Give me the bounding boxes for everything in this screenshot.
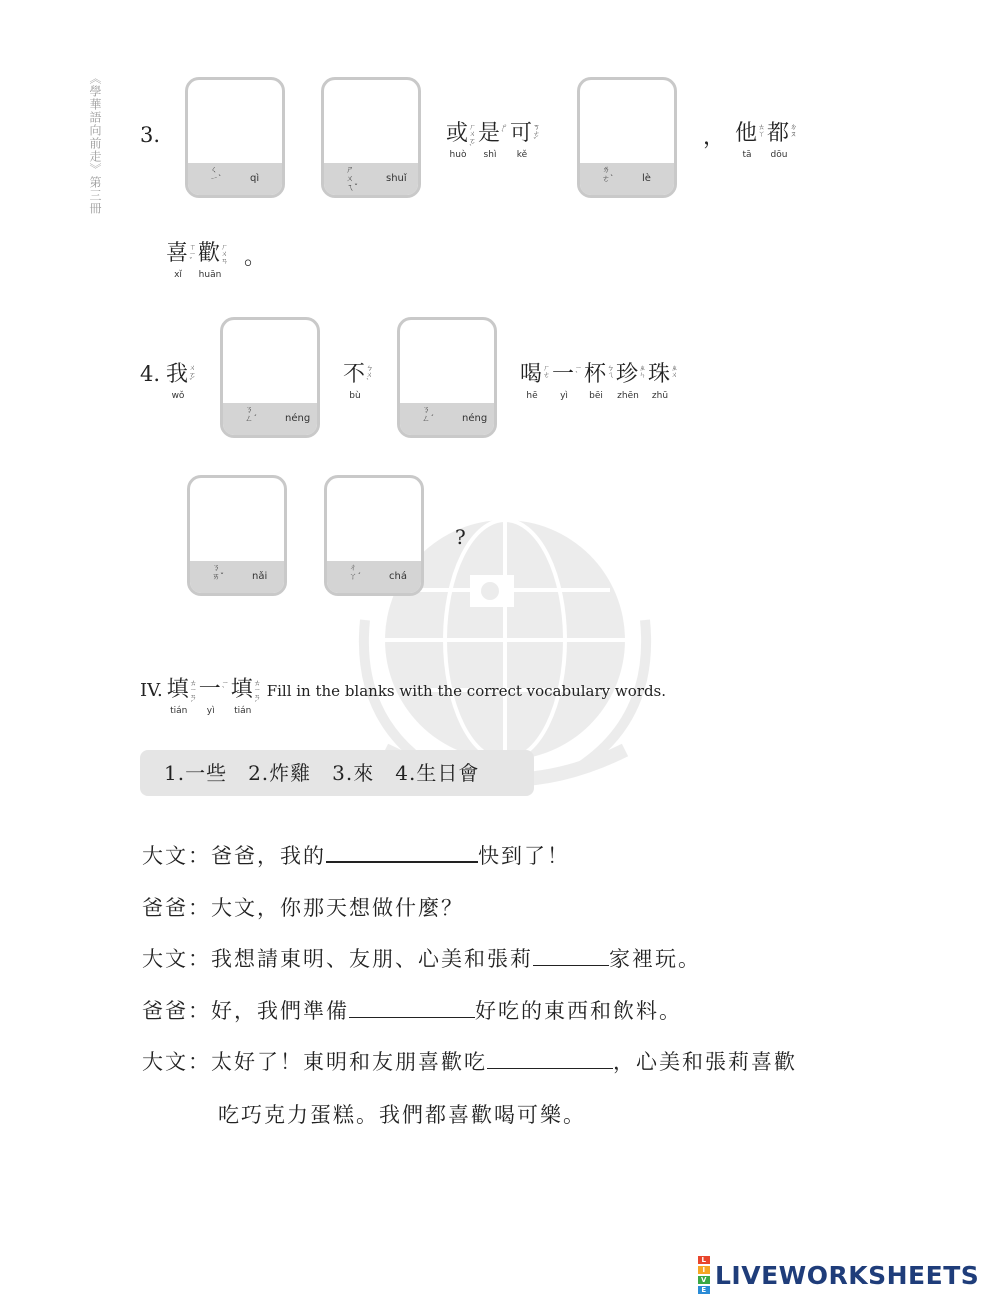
q3-words-xi-huan [166, 242, 230, 286]
section-instruction: Fill in the blanks with the correct vocabulary words. [266, 682, 667, 700]
card-zhuyin: ㄕㄨㄟˇ [346, 165, 358, 192]
liveworksheets-logo [698, 1255, 979, 1295]
card-pinyin: néng [462, 413, 488, 424]
question-number-4: 4. [140, 362, 161, 386]
blank-1[interactable] [326, 841, 478, 863]
ruby-char: 珍 ㄓㄣ zhēn [616, 362, 646, 401]
answer-card-cha[interactable] [324, 475, 424, 596]
ruby-char: 杯 ㄅㄟ bēi [584, 362, 614, 401]
dialogue-line-6: 吃巧克力蛋糕。我們都喜歡喝可樂。 [218, 1103, 586, 1127]
ruby-char: 一 ㄧˋ yì [198, 677, 229, 716]
answer-card-le[interactable] [577, 77, 677, 198]
blank-4[interactable] [487, 1048, 613, 1069]
card-zhuyin: ㄋㄥˊ [422, 405, 434, 423]
dialogue-line-2: 爸爸：大文，你那天想做什麼？ [142, 896, 464, 920]
ruby-char: 或 ㄏㄨㄛˋ huò [446, 121, 476, 160]
answer-card-neng-2[interactable] [397, 317, 497, 438]
ruby-char: 歡 ㄏㄨㄢ huān [198, 241, 228, 280]
dialogue-line-3: 大文：我想請東明、友朋、心美和張莉 家裡玩。 [142, 947, 701, 971]
period: 。 [244, 245, 267, 270]
q3-words-huo-shi-ke [446, 122, 542, 166]
card-pinyin: lè [642, 173, 651, 184]
dialogue-line-1: 大文：爸爸，我的 快到了！ [142, 840, 570, 870]
ruby-char: 可 ㄎㄜˇ kě [510, 121, 540, 160]
ruby-char: 填 ㄊㄧㄢˊ tián [166, 677, 197, 716]
card-zhuyin: ㄔㄚˊ [349, 563, 361, 581]
question-mark: ? [455, 525, 466, 549]
ruby-char: 他 ㄊㄚ tā [735, 121, 765, 160]
card-pinyin: nǎi [252, 571, 268, 582]
dialogue-line-4: 爸爸：好，我們準備 好吃的東西和飲料。 [142, 999, 682, 1023]
card-pinyin: néng [285, 413, 311, 424]
word-bank: 1.一些 2.炸雞 3.來 4.生日會 [140, 750, 534, 796]
answer-card-nai[interactable] [187, 475, 287, 596]
ruby-char: 填 ㄊㄧㄢˊ tián [230, 677, 261, 716]
card-zhuyin: ㄑㄧˋ [210, 165, 222, 183]
q4-word-wo [166, 363, 198, 407]
logo-blocks-icon: L I V E [698, 1255, 712, 1295]
card-pinyin: shuǐ [386, 173, 407, 184]
ruby-char: 喝 ㄏㄜ hē [520, 362, 550, 401]
dialogue-line-5: 大文：太好了！東明和友朋喜歡吃 ，心美和張莉喜歡 [142, 1050, 797, 1074]
q4-words-he-yi-bei-zhen-zhu [520, 363, 680, 407]
card-pinyin: chá [389, 571, 407, 582]
card-zhuyin: ㄋㄞˇ [212, 563, 224, 581]
section-iv-title [140, 678, 666, 722]
card-zhuyin: ㄋㄥˊ [245, 405, 257, 423]
answer-card-neng-1[interactable] [220, 317, 320, 438]
q4-word-bu [343, 363, 375, 407]
ruby-char: 都 ㄉㄡ dōu [767, 121, 797, 160]
blank-3[interactable] [349, 997, 475, 1018]
blank-2[interactable] [533, 945, 609, 966]
question-number-3: 3. [140, 123, 161, 147]
card-zhuyin: ㄌㄜˋ [602, 165, 614, 183]
book-title-sidebar: 《學華語向前走》第三冊 [88, 72, 102, 215]
ruby-char: 一 ㄧˋ yì [552, 362, 582, 401]
card-pinyin: qì [250, 173, 260, 184]
ruby-char: 是 ㄕˋ shì [478, 121, 508, 160]
answer-card-shui[interactable] [321, 77, 421, 198]
ruby-char: 珠 ㄓㄨ zhū [648, 362, 678, 401]
comma: ， [703, 125, 726, 150]
ruby-char: 喜 ㄒㄧˇ xǐ [166, 241, 196, 280]
ruby-char: 我 ㄨㄛˇ wǒ [166, 362, 196, 401]
section-numeral: IV. [140, 680, 163, 701]
q3-words-ta-dou [735, 122, 799, 166]
brand-text: LIVEWORKSHEETS [715, 1260, 980, 1290]
ruby-char: 不 ㄅㄨˋ bù [343, 362, 373, 401]
answer-card-qi[interactable] [185, 77, 285, 198]
